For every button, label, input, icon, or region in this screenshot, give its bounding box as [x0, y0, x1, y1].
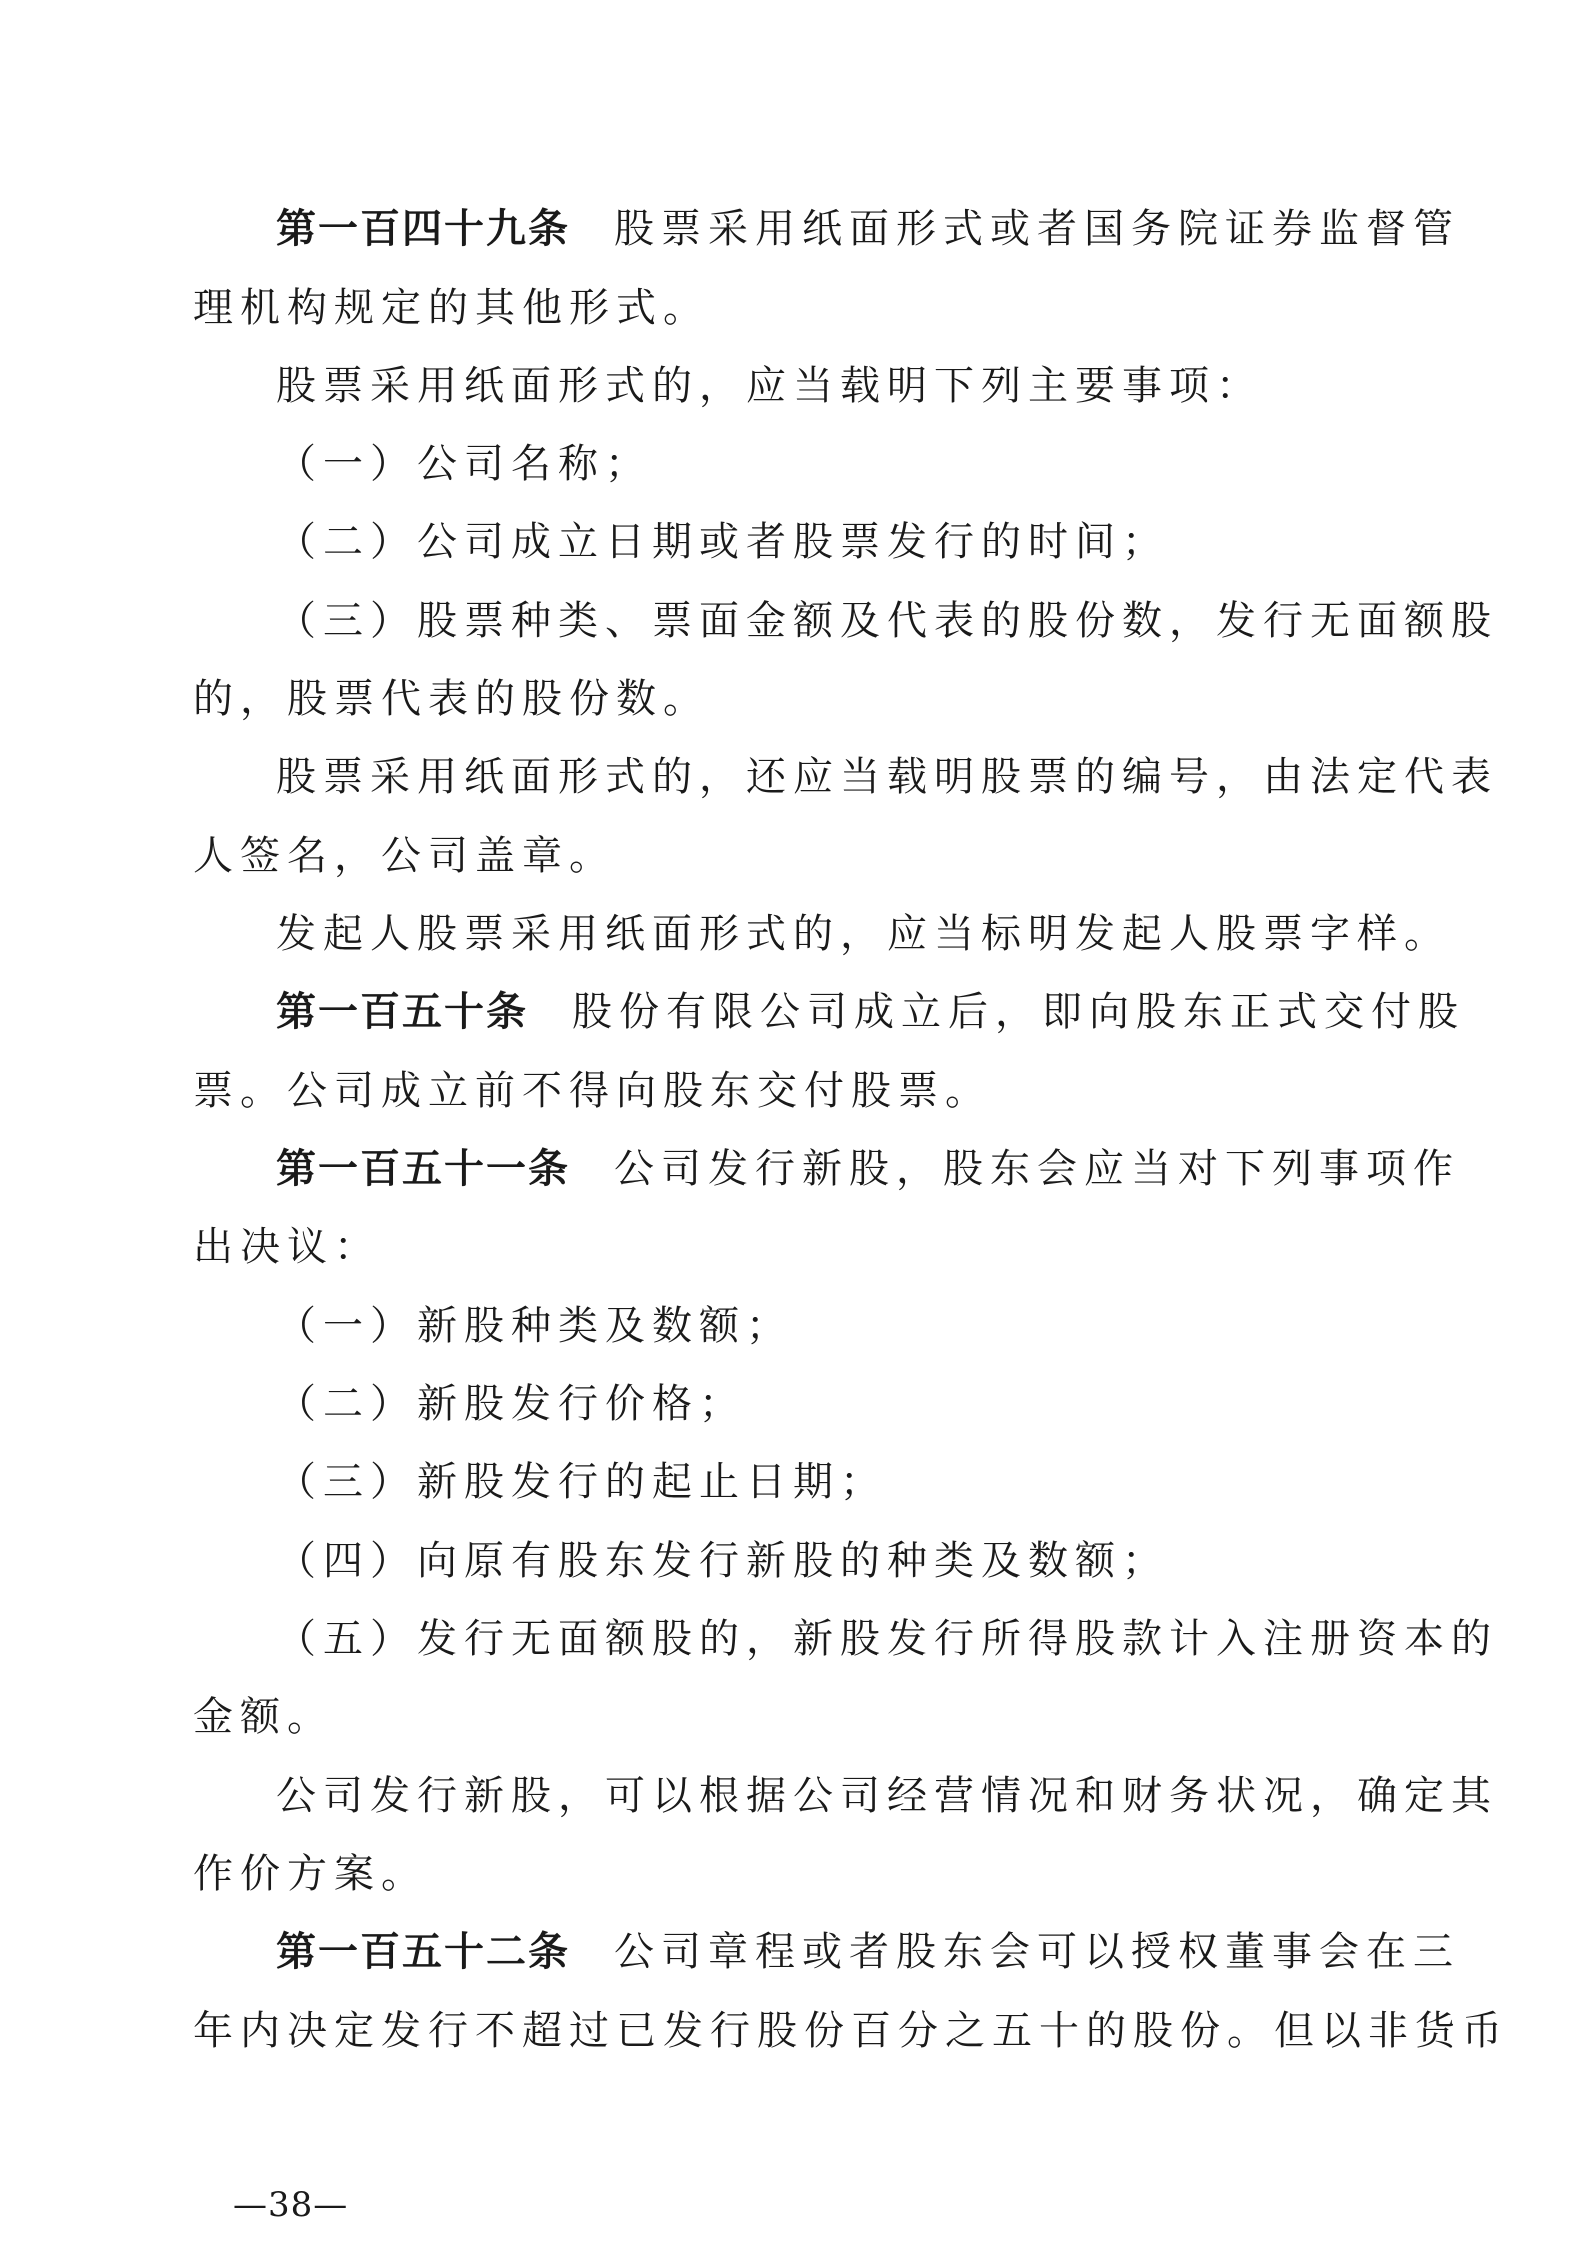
list-item-line	[0, 1365, 1587, 1443]
paragraph-text: 作价方案。	[193, 1851, 428, 1897]
list-item-text: 金额。	[193, 1694, 334, 1740]
paragraph-line	[0, 817, 1587, 895]
paragraph-text: 理机构规定的其他形式。	[193, 285, 710, 331]
article-152-line-2	[0, 1992, 1587, 2070]
list-item-text: （五）发行无面额股的，新股发行所得股款计入注册资本的	[276, 1616, 1498, 1662]
article-150-line-2	[0, 1052, 1587, 1130]
list-item-text: （二）公司成立日期或者股票发行的时间；	[276, 519, 1169, 565]
list-item-text: （二）新股发行价格；	[276, 1381, 746, 1427]
paragraph-line	[0, 895, 1587, 973]
article-title: 第一百四十九条	[276, 206, 570, 252]
article-title: 第一百五十一条	[276, 1146, 570, 1192]
list-item-line	[0, 1443, 1587, 1521]
list-item-line	[0, 1522, 1587, 1600]
article-149-line-2	[0, 269, 1587, 347]
list-item-line	[0, 1287, 1587, 1365]
paragraph-text: 发起人股票采用纸面形式的，应当标明发起人股票字样。	[276, 911, 1451, 957]
list-item-text: 的，股票代表的股份数。	[193, 676, 710, 722]
article-152-line-1	[0, 1913, 1587, 1991]
paragraph-text: 股票采用纸面形式的，应当载明下列主要事项：	[276, 363, 1263, 409]
paragraph-line	[0, 1757, 1587, 1835]
paragraph-text: 股票采用纸面形式的，还应当载明股票的编号，由法定代表	[276, 754, 1498, 800]
paragraph-text: 公司发行新股，股东会应当对下列事项作	[614, 1146, 1460, 1192]
article-150-line-1	[0, 973, 1587, 1051]
article-title: 第一百五十条	[276, 989, 528, 1035]
paragraph-text: 股票采用纸面形式或者国务院证券监督管	[614, 206, 1460, 252]
paragraph-text: 人签名，公司盖章。	[193, 833, 616, 879]
article-title: 第一百五十二条	[276, 1929, 570, 1975]
article-149-line-1	[0, 190, 1587, 268]
paragraph-text: 票。公司成立前不得向股东交付股票。	[193, 1068, 992, 1114]
paragraph-text: 公司章程或者股东会可以授权董事会在三	[614, 1929, 1460, 1975]
article-151-line-1	[0, 1130, 1587, 1208]
list-item-line	[0, 660, 1587, 738]
paragraph-text: 出决议：	[193, 1224, 381, 1270]
list-item-line	[0, 503, 1587, 581]
paragraph-line	[0, 347, 1587, 425]
list-item-line	[0, 582, 1587, 660]
list-item-line	[0, 1678, 1587, 1756]
list-item-line	[0, 1600, 1587, 1678]
list-item-text: （一）公司名称；	[276, 441, 652, 487]
paragraph-text: 年内决定发行不超过已发行股份百分之五十的股份。但以非货币	[193, 2008, 1509, 2054]
page-number: —38—	[233, 2185, 349, 2225]
paragraph-line	[0, 1835, 1587, 1913]
list-item-text: （三）股票种类、票面金额及代表的股份数，发行无面额股	[276, 598, 1498, 644]
list-item-text: （一）新股种类及数额；	[276, 1303, 793, 1349]
list-item-text: （三）新股发行的起止日期；	[276, 1459, 887, 1505]
list-item-text: （四）向原有股东发行新股的种类及数额；	[276, 1538, 1169, 1584]
paragraph-text: 公司发行新股，可以根据公司经营情况和财务状况，确定其	[276, 1773, 1498, 1819]
list-item-line	[0, 425, 1587, 503]
paragraph-text: 股份有限公司成立后，即向股东正式交付股	[572, 989, 1465, 1035]
article-151-line-2	[0, 1208, 1587, 1286]
paragraph-line	[0, 738, 1587, 816]
